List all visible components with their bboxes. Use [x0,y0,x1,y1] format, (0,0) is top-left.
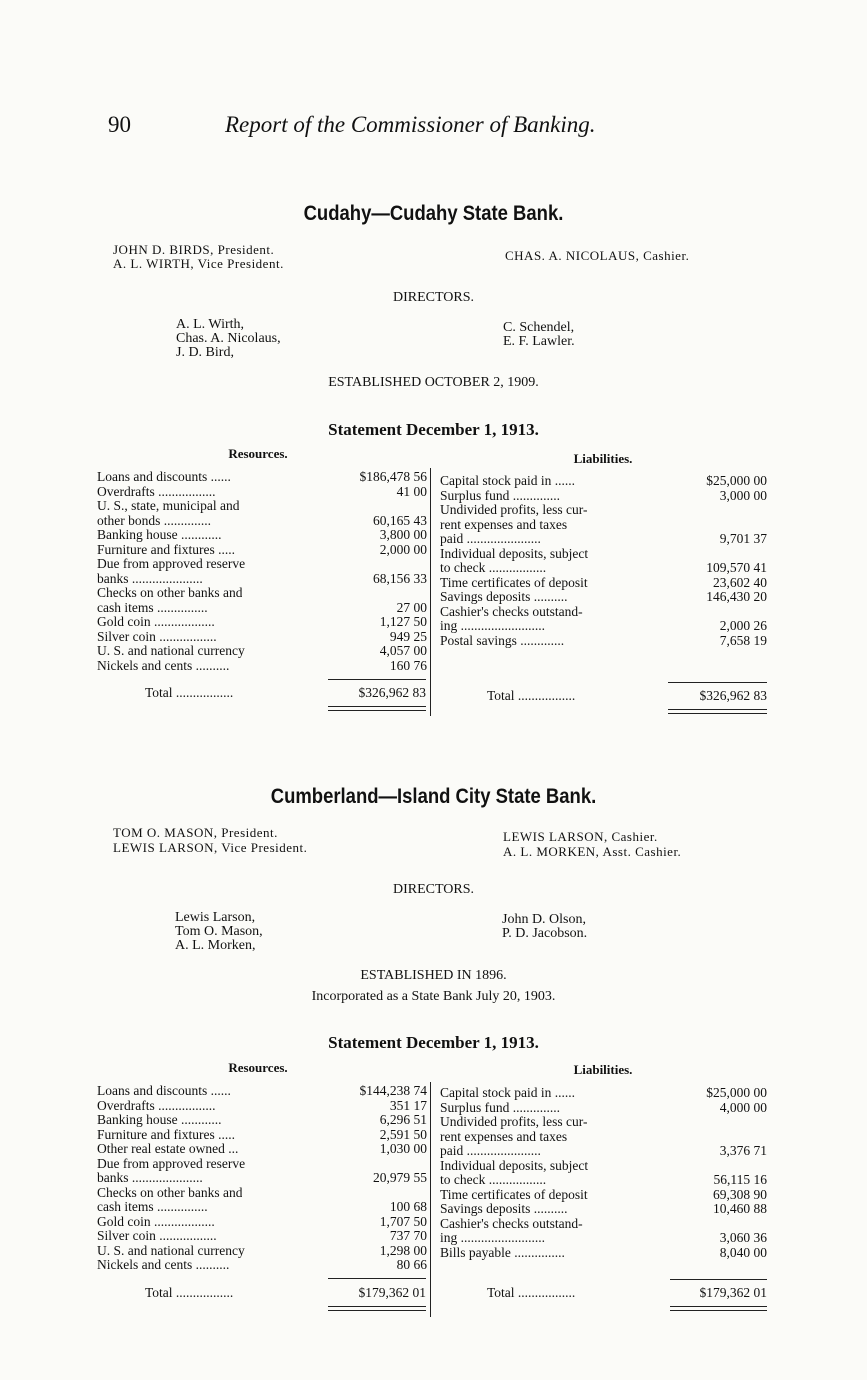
row-amount: 3,060 36 [719,1230,767,1245]
double-rule [670,1310,767,1311]
total-label: Total ................. [487,688,576,703]
table-row [97,485,427,500]
row-amount: 60,165 43 [373,512,427,528]
table-row [97,1200,427,1215]
table-row [440,547,767,562]
row-label: Savings deposits .......... [440,590,568,604]
row-label: Gold coin .................. [97,615,215,629]
table-row [97,1229,427,1244]
officer-line: A. L. WIRTH, Vice President. [113,256,284,271]
table-row [440,1231,767,1246]
row-label: Banking house ............ [97,528,222,542]
double-rule [670,1306,767,1307]
table-row [97,630,427,645]
double-rule [328,710,426,711]
table-row [97,1215,427,1230]
resources-table [97,1084,427,1273]
page-number: 90 [108,112,131,137]
table-row [440,1101,767,1116]
established-line: ESTABLISHED IN 1896. [360,968,507,983]
director-name: A. L. Morken, [175,938,256,953]
liabilities-total: $326,962 83 [699,688,767,703]
row-amount: 3,800 00 [379,527,427,542]
resources-total: $326,962 83 [358,685,426,700]
double-rule [668,709,767,710]
table-row [97,1186,427,1201]
row-label: Due from approved reserve [97,1156,246,1171]
row-label: other bonds .............. [97,513,211,528]
row-label: Loans and discounts ...... [97,470,231,484]
table-row [440,590,767,605]
table-row [440,619,767,634]
row-amount: 10,460 88 [713,1201,767,1216]
row-amount: 949 25 [389,628,427,644]
row-amount: 3,000 00 [719,487,767,503]
table-row [440,1246,767,1261]
row-label: paid ...................... [440,532,541,546]
row-amount: 68,156 33 [373,570,427,586]
row-label: Due from approved reserve [97,557,246,571]
table-row [97,615,427,630]
row-amount: 8,040 00 [719,1244,767,1260]
row-label: Banking house ............ [97,1113,222,1127]
row-amount: 109,570 41 [706,560,767,575]
row-label: Furniture and fixtures ..... [97,542,235,557]
row-amount: 100 68 [389,1199,427,1214]
table-row [97,1142,427,1157]
table-row [97,644,427,659]
double-rule [328,1306,426,1307]
row-amount: 23,602 40 [713,574,767,590]
table-row [440,518,767,533]
row-label: Nickels and cents .......... [97,1258,230,1272]
row-label: Capital stock paid in ...... [440,474,575,488]
row-label: Bills payable ............... [440,1245,565,1260]
row-label: Checks on other banks and [97,586,243,600]
row-label: Savings deposits .......... [440,1202,568,1216]
row-label: Silver coin ................. [97,629,217,644]
row-label: ing ......................... [440,1231,546,1245]
row-amount: 4,000 00 [719,1099,767,1115]
row-amount: 56,115 16 [713,1172,767,1187]
row-label: cash items ............... [97,1200,208,1214]
row-label: Time certificates of deposit [440,575,588,590]
directors-heading: DIRECTORS. [392,882,475,897]
liabilities-total: $179,362 01 [699,1285,767,1300]
officer-line: LEWIS LARSON, Cashier. [503,829,658,844]
director-name: Tom O. Mason, [175,924,263,939]
row-amount: 41 00 [396,483,427,499]
table-row [97,1244,427,1259]
row-amount: 1,127 50 [379,614,427,629]
row-amount: 1,707 50 [379,1213,427,1229]
table-row [97,557,427,572]
incorporated-line: Incorporated as a State Bank July 20, 1903. [311,989,556,1004]
row-label: Overdrafts ................. [97,484,216,499]
director-name: A. L. Wirth, [176,317,245,332]
row-amount: $144,238 74 [359,1083,427,1098]
liabilities-table [440,1086,767,1260]
row-label: U. S. and national currency [97,1243,245,1258]
director-name: J. D. Bird, [176,345,234,360]
statement-title: Statement December 1, 1913. [328,420,539,439]
table-row [440,1188,767,1203]
table-row [97,1171,427,1186]
total-rule [328,1278,426,1279]
table-row [440,1159,767,1174]
table-row [97,514,427,529]
row-amount: 6,296 51 [379,1112,427,1127]
row-label: to check ................. [440,1173,547,1187]
director-name: C. Schendel, [503,320,575,335]
officer-line: TOM O. MASON, President. [113,825,278,840]
table-row [97,543,427,558]
table-row [97,586,427,601]
row-amount: 20,979 55 [373,1170,427,1185]
table-row [440,634,767,649]
row-amount: $25,000 00 [706,1085,767,1100]
row-label: Furniture and fixtures ..... [97,1127,235,1142]
table-row [440,576,767,591]
row-amount: 1,298 00 [379,1242,427,1258]
director-name: John D. Olson, [502,912,587,927]
table-row [97,601,427,616]
row-amount: $25,000 00 [706,473,767,488]
officer-line: CHAS. A. NICOLAUS, Cashier. [505,248,690,263]
row-label: Overdrafts ................. [97,1098,216,1113]
table-row [440,1115,767,1130]
resources-total: $179,362 01 [358,1285,426,1300]
row-label: Surplus fund .............. [440,488,561,503]
row-label: Gold coin .................. [97,1214,215,1229]
row-label: Capital stock paid in ...... [440,1086,575,1100]
row-label: U. S. and national currency [97,644,245,658]
total-rule [670,1279,767,1280]
table-row [97,499,427,514]
director-name: Chas. A. Nicolaus, [176,331,281,346]
row-amount: 4,057 00 [379,643,427,658]
table-row [440,1144,767,1159]
row-amount: 737 70 [389,1228,427,1243]
row-label: to check ................. [440,561,547,575]
row-amount: 69,308 90 [713,1186,767,1202]
row-amount: 2,591 50 [379,1126,427,1142]
table-row [440,1173,767,1188]
director-name: E. F. Lawler. [503,334,575,349]
running-head: Report of the Commissioner of Banking. [225,112,596,137]
row-label: rent expenses and taxes [440,517,568,532]
row-label: rent expenses and taxes [440,1129,568,1144]
officer-line: LEWIS LARSON, Vice President. [113,840,308,855]
table-row [440,1202,767,1217]
liabilities-heading: Liabilities. [573,1062,633,1077]
row-label: banks ..................... [97,571,203,586]
column-divider [430,468,431,716]
table-row [440,605,767,620]
row-amount: 9,701 37 [719,531,767,546]
resources-heading: Resources. [228,1060,288,1075]
table-row [440,474,767,489]
row-amount: 146,430 20 [706,589,767,604]
row-label: Cashier's checks outstand- [440,604,583,619]
statement-title: Statement December 1, 1913. [328,1033,539,1052]
table-row [97,572,427,587]
row-amount: 7,658 19 [719,632,767,648]
table-row [97,1258,427,1273]
row-amount: 2,000 00 [379,541,427,557]
row-amount: 3,376 71 [719,1143,767,1158]
bank-title: Cumberland—Island City State Bank. [270,785,597,808]
table-row [97,659,427,674]
column-divider [430,1082,431,1317]
table-row [440,1130,767,1145]
row-label: Postal savings ............. [440,633,565,648]
directors-heading: DIRECTORS. [392,290,475,305]
row-label: Checks on other banks and [97,1185,243,1200]
row-label: Undivided profits, less cur- [440,503,588,517]
total-label: Total ................. [487,1285,576,1300]
table-row [440,532,767,547]
row-label: Undivided profits, less cur- [440,1115,588,1129]
director-name: Lewis Larson, [175,910,256,925]
row-amount: 351 17 [389,1097,427,1113]
officer-line: A. L. MORKEN, Asst. Cashier. [503,844,682,859]
double-rule [668,713,767,714]
row-label: Nickels and cents .......... [97,658,230,673]
table-row [440,489,767,504]
row-label: Cashier's checks outstand- [440,1216,583,1231]
row-label: Silver coin ................. [97,1229,217,1243]
row-amount: 80 66 [396,1257,427,1272]
row-label: Loans and discounts ...... [97,1084,231,1098]
row-amount: 2,000 26 [719,618,767,633]
table-row [97,1099,427,1114]
row-label: Individual deposits, subject [440,546,589,561]
total-rule [668,682,767,683]
double-rule [328,1310,426,1311]
table-row [97,470,427,485]
row-label: cash items ............... [97,600,208,615]
total-label: Total ................. [145,685,234,700]
row-label: banks ..................... [97,1171,203,1185]
table-row [97,528,427,543]
table-row [97,1157,427,1172]
row-label: Time certificates of deposit [440,1187,588,1202]
row-label: ing ......................... [440,619,546,633]
total-rule [328,679,426,680]
table-row [97,1128,427,1143]
double-rule [328,706,426,707]
row-amount: $186,478 56 [359,469,427,484]
row-amount: 27 00 [396,599,427,615]
row-label: Surplus fund .............. [440,1100,561,1115]
established-line: ESTABLISHED OCTOBER 2, 1909. [328,375,539,390]
table-row [440,1086,767,1101]
table-row [440,1217,767,1232]
table-row [97,1113,427,1128]
bank-title: Cudahy—Cudahy State Bank. [303,202,564,225]
total-label: Total ................. [145,1285,234,1300]
row-label: Individual deposits, subject [440,1158,589,1173]
officer-line: JOHN D. BIRDS, President. [113,242,275,257]
table-row [97,1084,427,1099]
table-row [440,561,767,576]
row-amount: 160 76 [389,657,427,673]
resources-table [97,470,427,673]
resources-heading: Resources. [228,446,288,461]
row-label: Other real estate owned ... [97,1142,239,1156]
director-name: P. D. Jacobson. [502,926,588,941]
row-label: U. S., state, municipal and [97,499,240,513]
liabilities-table [440,474,767,648]
row-label: paid ...................... [440,1144,541,1158]
row-amount: 1,030 00 [379,1141,427,1156]
liabilities-heading: Liabilities. [573,451,633,466]
table-row [440,503,767,518]
